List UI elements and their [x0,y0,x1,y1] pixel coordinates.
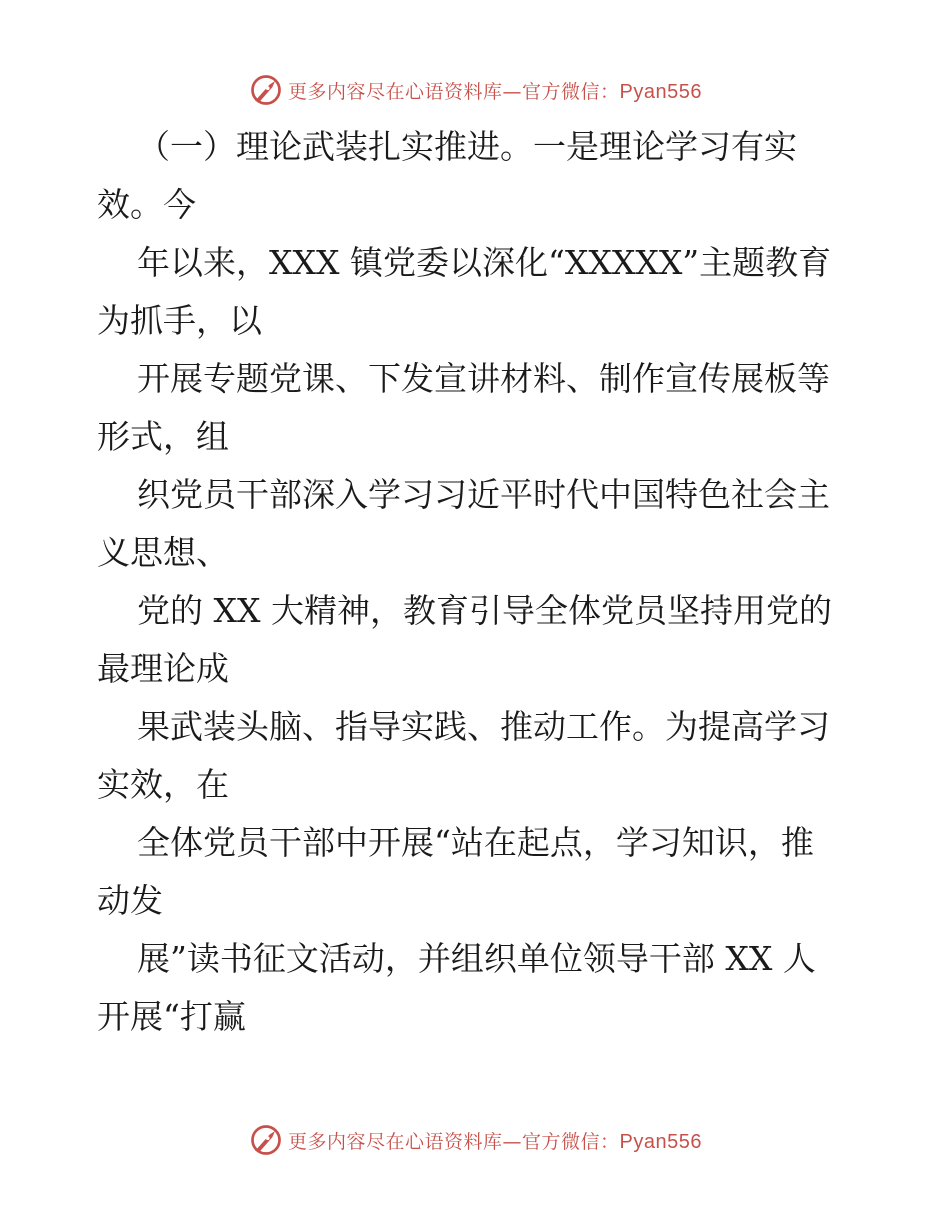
text-line: 果武装头脑、指导实践、推动工作。为提高学习 [137,707,830,746]
pen-nib-logo-icon [248,1122,284,1158]
text-line: （一）理论武装扎实推进。一是理论学习有实 [137,127,797,166]
watermark-text: 更多内容尽在心语资料库—官方微信：Pyan556 [288,1130,702,1153]
document-body [97,118,857,1046]
text-line: 为抓手，以 [97,301,262,340]
text-line: 织党员干部深入学习习近平时代中国特色社会主 [137,475,830,514]
text-line: 开展专题党课、下发宣讲材料、制作宣传展板等 [137,359,830,398]
text-line: 义思想、 [97,533,229,572]
watermark-text: 更多内容尽在心语资料库—官方微信：Pyan556 [288,80,702,103]
text-line: 年以来，XXX 镇党委以深化“XXXXX”主题教育 [137,243,832,282]
text-line: 形式，组 [97,417,229,456]
text-line: 动发 [97,881,163,920]
text-line: 展”读书征文活动，并组织单位领导干部 XX 人 [137,939,816,978]
text-line: 全体党员干部中开展“站在起点，学习知识，推 [137,823,814,862]
text-line: 最理论成 [97,649,229,688]
header-watermark [0,70,950,110]
text-line: 效。今 [97,185,196,224]
footer-watermark [0,1120,950,1160]
text-line: 开展“打赢 [97,997,246,1036]
text-line: 党的 XX 大精神，教育引导全体党员坚持用党的 [137,591,832,630]
wechat-id: Pyan556 [619,1130,702,1153]
pen-nib-logo-icon [248,72,284,108]
wechat-id: Pyan556 [619,80,702,103]
text-line: 实效，在 [97,765,229,804]
